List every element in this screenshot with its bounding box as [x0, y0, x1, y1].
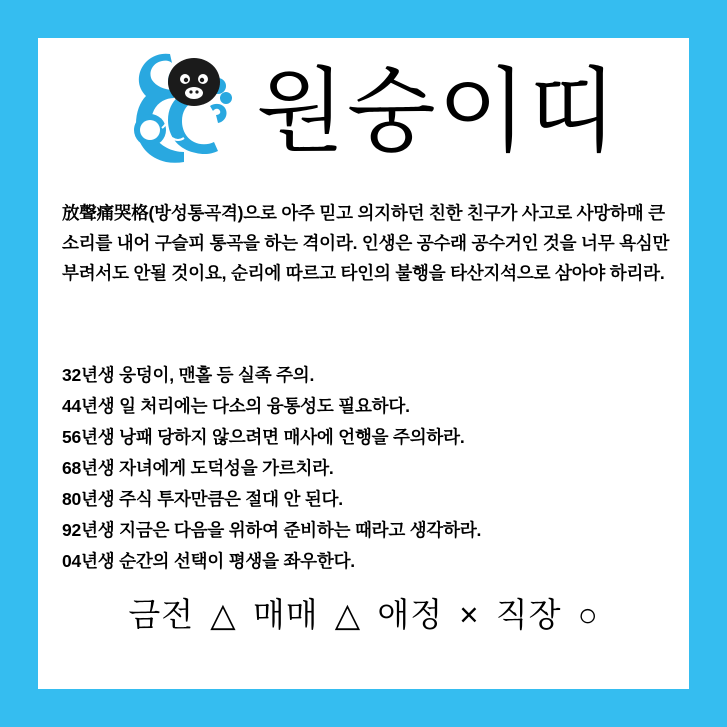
- footer-label-love: 애정: [377, 596, 444, 633]
- footer-mark-trade: △: [334, 596, 362, 633]
- list-item: 32년생 웅덩이, 맨홀 등 실족 주의.: [62, 365, 315, 385]
- monkey-zodiac-icon: [106, 46, 251, 176]
- fortune-paragraph: [62, 198, 670, 302]
- list-item: 56년생 낭패 당하지 않으려면 매사에 언행을 주의하라.: [62, 427, 465, 447]
- footer-mark-love: ×: [459, 596, 480, 633]
- list-item: 92년생 지금은 다음을 위하여 준비하는 때라고 생각하라.: [62, 520, 482, 540]
- footer-label-trade: 매매: [252, 596, 319, 633]
- year-fortune-list: [62, 360, 670, 577]
- list-item: 80년생 주식 투자만큼은 절대 안 된다.: [62, 489, 343, 509]
- footer-label-money: 금전: [128, 596, 195, 633]
- fortune-paragraph-text: 放聲痛哭格(방성통곡격)으로 아주 믿고 의지하던 친한 친구가 사고로 사망하매 큰 소리를 내어 구슬피 통곡을 하는 격이라. 인생은 공수래 공수거인 것을 너무 욕심만 부려서도 안될 것이요, 순리에 따르고 타인의 불행을 타산지석으로 삼아야 하리라.: [62, 203, 670, 283]
- footer-mark-work: ○: [577, 596, 599, 633]
- list-item: 68년생 자녀에게 도덕성을 가르치라.: [62, 458, 334, 478]
- list-item: 04년생 순간의 선택이 평생을 좌우한다.: [62, 551, 355, 571]
- card-header: [38, 38, 689, 178]
- footer-label-work: 직장: [495, 596, 562, 633]
- footer-mark-money: △: [210, 596, 237, 633]
- summary-footer: [38, 593, 689, 637]
- page-title: 원숭이띠: [256, 61, 620, 163]
- fortune-card: [38, 38, 689, 689]
- list-item: 44년생 일 처리에는 다소의 융통성도 필요하다.: [62, 396, 410, 416]
